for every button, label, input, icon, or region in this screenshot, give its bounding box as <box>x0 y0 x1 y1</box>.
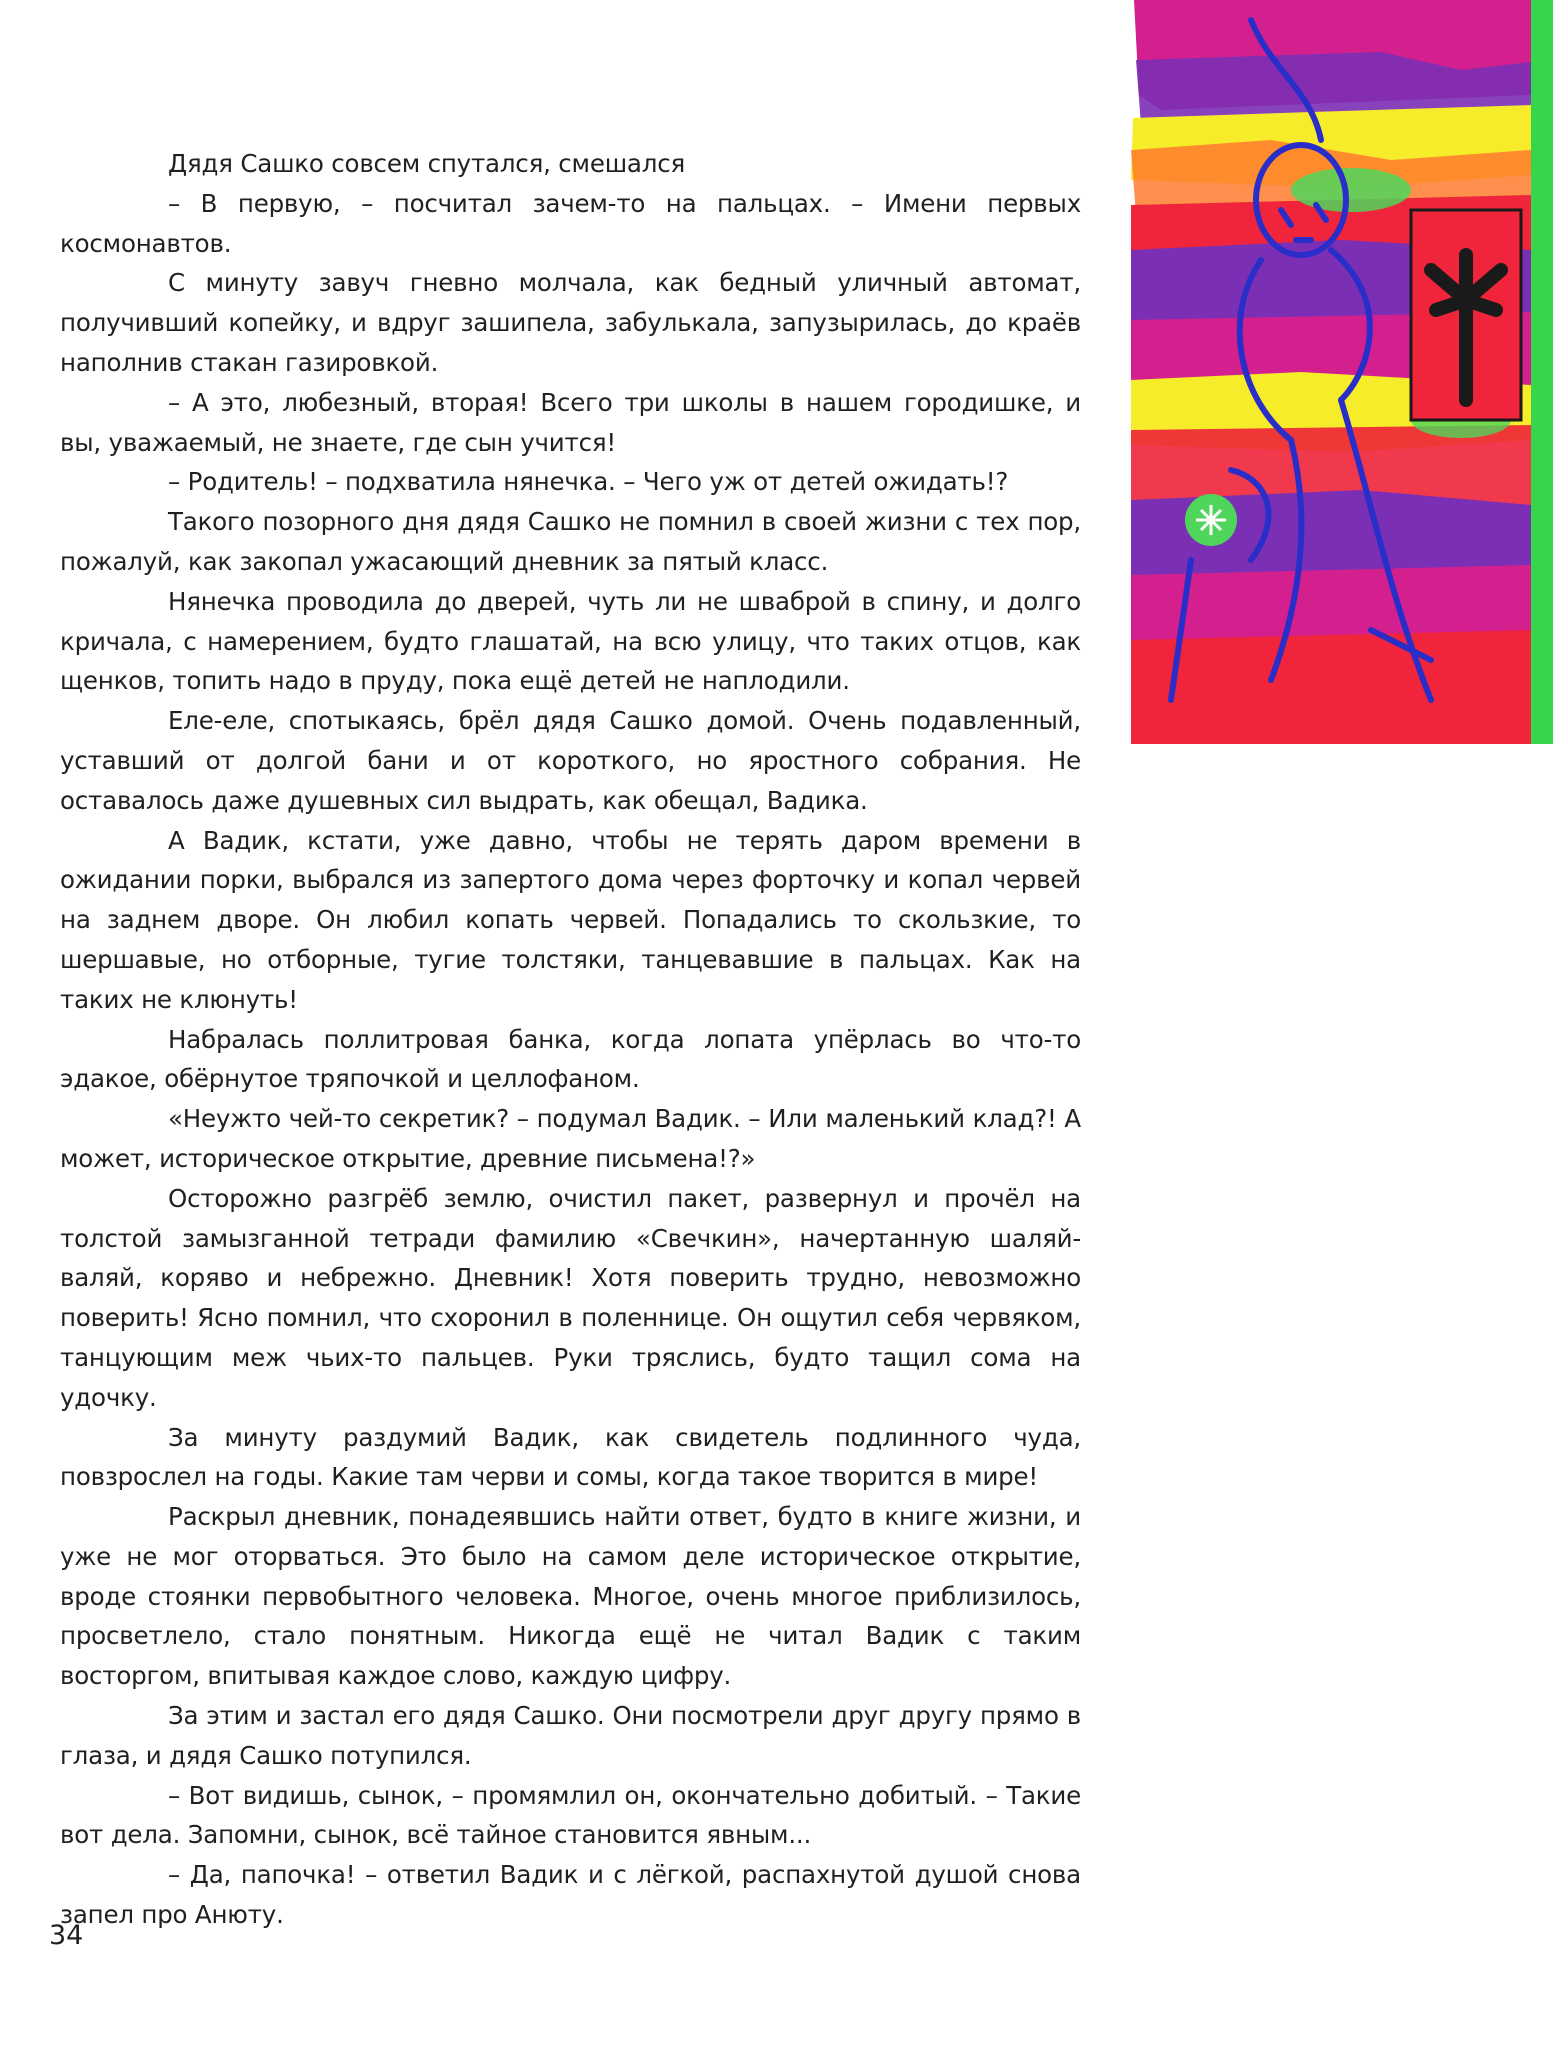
paragraph: – Родитель! – подхватила нянечка. – Чего уж от детей ожидать!? <box>168 467 1009 497</box>
paragraph: Дядя Сашко совсем спутался, смешался <box>168 149 686 178</box>
edge-stripe <box>1531 0 1553 744</box>
paragraph: Такого позорного дня дядя Сашко не помнил в своей жизни с тех пор, пожалуй, как закопал ужасающий дневник за пятый класс. <box>60 507 1081 576</box>
paragraph: За этим и застал его дядя Сашко. Они посмотрели друг другу прямо в глаза, и дядя Сашко потупился. <box>60 1701 1081 1770</box>
paragraph: – Вот видишь, сынок, – промямлил он, окончательно добитый. – Такие вот дела. Запомни, сынок, всё тайное становится явным... <box>60 1780 1081 1850</box>
paragraph: Нянечка проводила до дверей, чуть ли не шваброй в спину, и долго кричала, с намерением, будто глашатай, на всю улицу, что таких отцов, как щенков, топить надо в пруду, пока ещё детей не наплодили. <box>60 586 1081 696</box>
paragraph: А Вадик, кстати, уже давно, чтобы не терять даром времени в ожидании порки, выбрался из запертого дома через форточку и копал червей на заднем дворе. Он любил копать червей. Попадались то скользкие, то шершавые, но отборные, тугие толстяки, танцевавшие в пальцах. Как на таких не клюнуть! <box>60 825 1081 1014</box>
paragraph: – А это, любезный, вторая! Всего три школы в нашем городишке, и вы, уважаемый, не знаете, где сын учится! <box>60 387 1081 457</box>
paragraph: За минуту раздумий Вадик, как свидетель подлинного чуда, повзрослел на годы. Какие там черви и сомы, когда такое творится в мире! <box>60 1422 1081 1492</box>
paragraph: Еле-еле, спотыкаясь, брёл дядя Сашко домой. Очень подавленный, уставший от долгой бани и от короткого, но яростного собрания. Не оставалось даже душевных сил выдрать, как обещал, Вадика. <box>60 706 1081 815</box>
page-number: 34 <box>49 1920 84 1951</box>
paragraph: Набралась поллитровая банка, когда лопата упёрлась во что-то эдакое, обёрнутое тряпочкой и целлофаном. <box>60 1024 1081 1094</box>
paragraph: – Да, папочка! – ответил Вадик и с лёгкой, распахнутой душой снова запел про Анюту. <box>60 1860 1081 1930</box>
paragraph: «Неужто чей-то секретик? – подумал Вадик. – Или маленький клад?! А может, историческое открытие, древние письмена!?» <box>60 1104 1081 1173</box>
paragraph: Осторожно разгрёб землю, очистил пакет, развернул и прочёл на толстой замызганной тетради фамилию «Свечкин», начертанную шаляй-валяй, коряво и небрежно. Дневник! Хотя поверить трудно, невозможно поверить! Ясно помнил, что схоронил в поленнице. Он ощутил себя червяком, танцующим меж чьих-то пальцев. Руки тряслись, будто тащил сома на удочку. <box>60 1183 1081 1412</box>
paragraph: С минуту завуч гневно молчала, как бедный уличный автомат, получивший копейку, и вдруг зашипела, забулькала, запузырилась, до краёв наполнив стакан газировкой. <box>60 268 1081 377</box>
body-text <box>60 144 1081 1935</box>
illustration-canvas <box>1131 0 1553 744</box>
paragraph: Раскрыл дневник, понадеявшись найти ответ, будто в книге жизни, и уже не мог оторваться. Это было на самом деле историческое открытие, вроде стоянки первобытного человека. Многое, очень многое приблизилось, просветлело, стало понятным. Никогда ещё не читал Вадик с таким восторгом, впитывая каждое слово, каждую цифру. <box>60 1502 1081 1691</box>
paragraph: – В первую, – посчитал зачем-то на пальцах. – Имени первых космонавтов. <box>60 188 1081 258</box>
painted-figure-illustration <box>1131 0 1553 744</box>
